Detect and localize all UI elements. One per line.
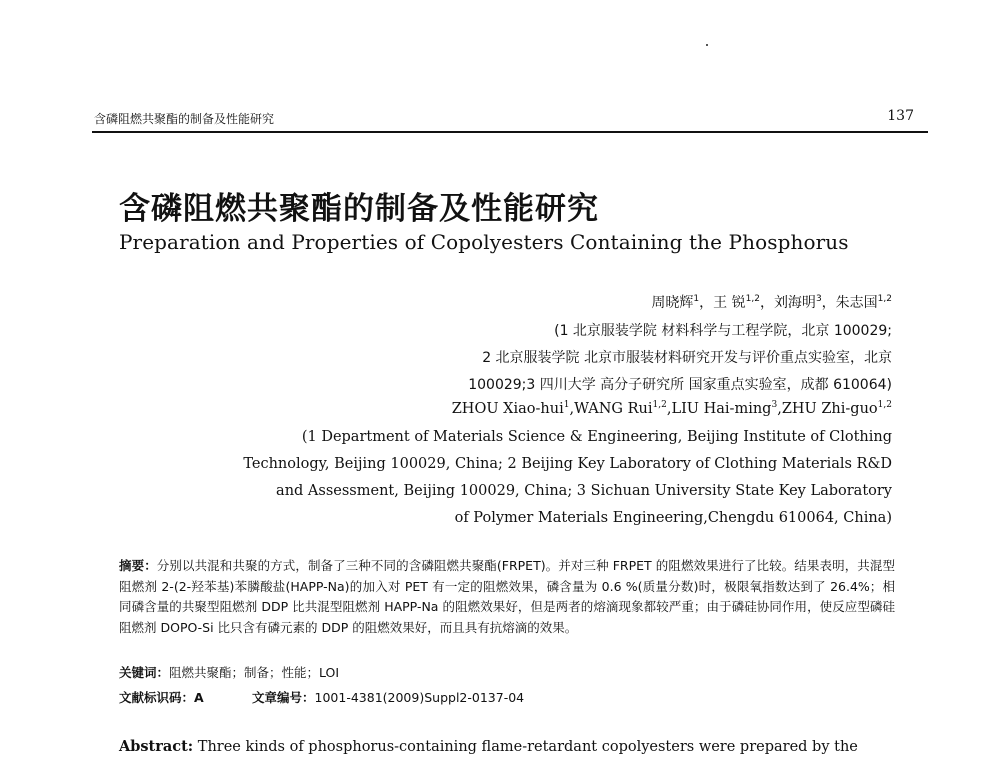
abstract-en [119,738,858,755]
title-en: Preparation and Properties of Copolyesters Containing the Phosphorus [119,230,849,254]
author-zh-sup: 3 [815,294,822,304]
author-zh: 周晓辉 [651,295,694,311]
author-zh: 刘海明 [773,295,816,311]
affiliation-en-line: Technology, Beijing 100029, China; 2 Beijing Key Laboratory of Clothing Materials R&D [243,456,892,472]
abstract-en-text: Three kinds of phosphorus-containing flame-retardant copolyesters were prepared by the [197,739,858,755]
affiliation-en-line: of Polymer Materials Engineering,Chengdu 610064, China) [454,510,892,526]
doc-code [119,688,204,706]
author-en: ZHU Zhi-guo [781,401,878,417]
author-zh: 王 锐 [713,295,746,311]
keywords-text: 阻燃共聚酯；制备；性能；LOI [169,665,340,680]
affiliation-en-line: (1 Department of Materials Science & Engineering, Beijing Institute of Clothing [301,429,892,445]
affiliation-en-line: and Assessment, Beijing 100029, China; 3 Sichuan University State Key Laboratory [276,483,892,499]
author-en: ZHOU Xiao-hui [451,401,564,417]
affiliation-zh-line: 100029;3 四川大学 高分子研究所 国家重点实验室，成都 610064) [468,377,892,393]
abstract-en-label: Abstract: [119,738,194,755]
author-zh-sup: 1,2 [745,294,760,304]
header-rule [92,131,928,133]
abstract-zh-label: 摘要： [119,558,157,573]
author-en: WANG Rui [574,401,653,417]
keywords-label: 关键词： [119,665,170,680]
author-en-sup: 1,2 [877,400,892,410]
article-no-label: 文章编号： [252,690,315,705]
page-number: 137 [887,108,914,124]
title-zh: 含磷阻燃共聚酯的制备及性能研究 [119,191,599,227]
author-en-sup: 3 [771,400,778,410]
running-title: 含磷阻燃共聚酯的制备及性能研究 [94,112,275,126]
scan-speck [706,44,708,46]
affiliation-zh-line: 2 北京服装学院 北京市服装材料研究开发与评价重点实验室，北京 [482,350,892,366]
doc-code-label: 文献标识码： [119,690,195,705]
author-en-sup: 1,2 [652,400,667,410]
doc-code-value: A [194,690,204,705]
abstract-zh-text: 分别以共混和共聚的方式，制备了三种不同的含磷阻燃共聚酯(FRPET)。并对三种 FRPET 的阻燃效果进行了比较。结果表明，共混型阻燃剂 2-(2-羟苯基)苯膦酸盐(HAPP-Na)的加入对 PET 有一定的阻燃效果，磷含量为 0.6 %(质量分数)时，极限氧指数达到了 26.4%；相同磷含量的共聚型阻燃剂 DDP 比共混型阻燃剂 HAPP-Na 的阻燃效果好，但是两者的熔滴现象都较严重；由于磷硅协同作用，使反应型磷硅阻燃剂 DOPO-Si 比只含有磷元素的 DDP 的阻燃效果好，而且具有抗熔滴的效果。 [119,558,895,635]
authors-zh: 周晓辉$^1$，王 锐$^{1,2}$，刘海明$^3$，朱志国$^{1,2}$ [651,294,892,311]
article-no-value: 1001-4381(2009)Suppl2-0137-04 [314,690,525,705]
author-zh: 朱志国 [835,295,878,311]
authors-en: ZHOU Xiao-hui$^1$,WANG Rui$^{1,2}$,LIU Hai-ming$^3$,ZHU Zhi-guo$^{1,2}$ [451,400,892,417]
author-en-sup: 1 [563,400,570,410]
author-en: LIU Hai-ming [671,401,772,417]
abstract-zh [119,556,895,638]
author-zh-sup: 1,2 [877,294,892,304]
author-zh-sup: 1 [693,294,700,304]
keywords [119,663,339,681]
affiliation-zh-line: (1 北京服装学院 材料科学与工程学院，北京 100029; [554,323,892,339]
article-no [252,688,524,706]
